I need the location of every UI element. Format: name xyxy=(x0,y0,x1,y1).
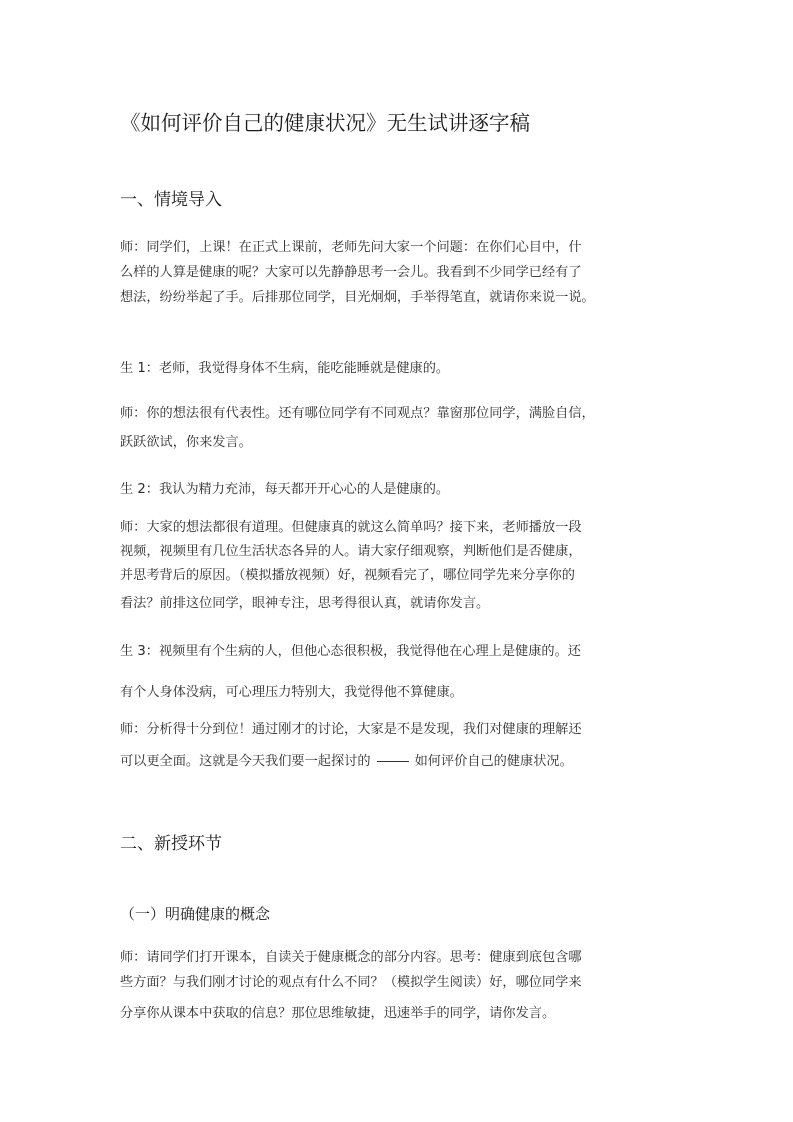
text-line: 生 2：我认为精力充沛，每天都开开心心的人是健康的。 xyxy=(120,482,450,497)
text-line: 视频，视频里有几位生活状态各异的人。请大家仔细观察，判断他们是否健康， xyxy=(120,544,582,559)
em-dash-rule xyxy=(377,761,409,762)
text-line xyxy=(120,750,573,769)
section-heading-intro: 一、情境导入 xyxy=(120,190,222,210)
text-line: 些方面？与我们刚才讨论的观点有什么不同？（模拟学生阅读）好，哪位同学来 xyxy=(120,975,582,990)
text-line: 看法？前排这位同学，眼神专注，思考得很认真，就请你发言。 xyxy=(120,596,490,611)
text-line: 分享你从课本中获取的信息？那位思维敏捷，迅速举手的同学，请你发言。 xyxy=(120,1006,556,1021)
text-line: 么样的人算是健康的呢？大家可以先静静思考一会儿。我看到不少同学已经有了 xyxy=(120,265,582,280)
text-line: 生 1：老师，我觉得身体不生病，能吃能睡就是健康的。 xyxy=(120,361,450,376)
document-title: 《如何评价自己的健康状况》无生试讲逐字稿 xyxy=(120,111,530,135)
text-line: 师：你的想法很有代表性。还有哪位同学有不同观点？靠窗那位同学，满脸自信， xyxy=(120,406,595,421)
text-segment: 如何评价自己的健康状况。 xyxy=(414,754,573,769)
text-line: 并思考背后的原因。（模拟播放视频）好，视频看完了，哪位同学先来分享你的 xyxy=(120,568,575,583)
text-line: 想法，纷纷举起了手。后排那位同学，目光炯炯，手举得笔直，就请你来说一说。 xyxy=(120,290,595,305)
text-line: 师：请同学们打开课本，自读关于健康概念的部分内容。思考：健康到底包含哪 xyxy=(120,950,582,965)
text-segment: 可以更全面。这就是今天我们要一起探讨的 xyxy=(120,754,371,769)
text-line: 师：同学们，上课！在正式上课前，老师先问大家一个问题：在你们心目中，什 xyxy=(120,240,582,255)
text-line: 生 3：视频里有个生病的人，但他心态很积极，我觉得他在心理上是健康的。还 xyxy=(120,644,581,659)
text-line: 跃跃欲试，你来发言。 xyxy=(120,435,252,450)
text-line: 有个人身体没病，可心理压力特别大，我觉得他不算健康。 xyxy=(120,685,463,700)
text-line: 师：分析得十分到位！通过刚才的讨论，大家是不是发现，我们对健康的理解还 xyxy=(120,722,582,737)
subsection-heading-health-concept: （一）明确健康的概念 xyxy=(120,905,271,923)
section-heading-new-lesson: 二、新授环节 xyxy=(120,834,222,854)
text-line: 师：大家的想法都很有道理。但健康真的就这么简单吗？接下来，老师播放一段 xyxy=(120,520,582,535)
